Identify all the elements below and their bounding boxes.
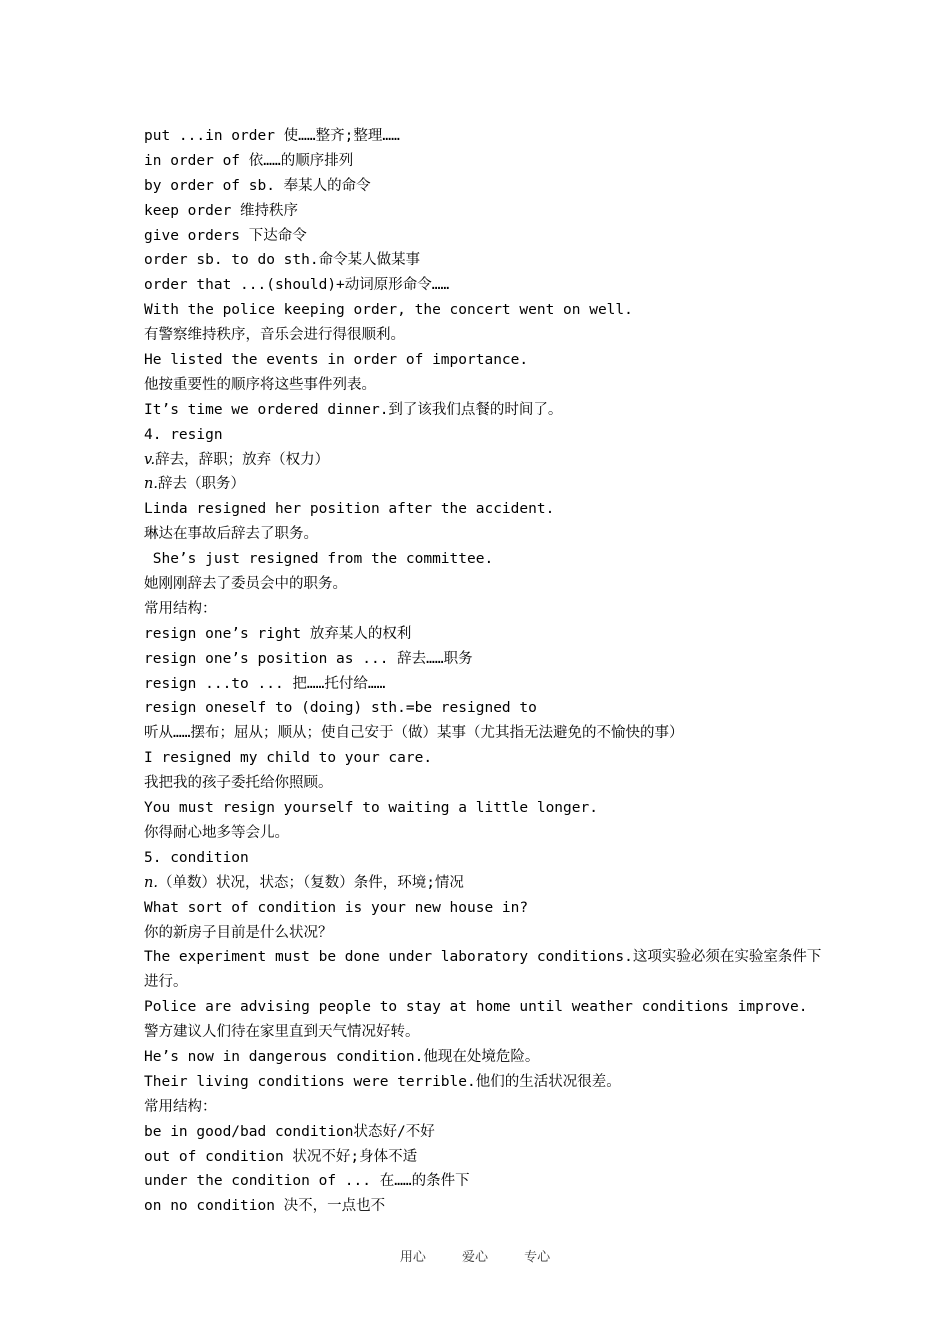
text-line: by order of sb. 奉某人的命令 bbox=[144, 177, 371, 194]
section-heading: 4. resign bbox=[144, 426, 223, 443]
page-footer bbox=[0, 1246, 950, 1265]
text-line: resign ...to ... 把……托付给…… bbox=[144, 675, 386, 692]
text-line: 他按重要性的顺序将这些事件列表。 bbox=[144, 376, 376, 393]
text-line: resign oneself to (doing) sth.=be resigned to bbox=[144, 700, 537, 717]
text-line: She’s just resigned from the committee. bbox=[144, 551, 494, 568]
text-line: order sb. to do sth.命令某人做某事 bbox=[144, 252, 421, 269]
text-line: He listed the events in order of importance. bbox=[144, 352, 529, 369]
footer-word: 专心 bbox=[524, 1250, 551, 1265]
text-line: give orders 下达命令 bbox=[144, 227, 307, 244]
text-line: 常用结构： bbox=[144, 600, 217, 617]
text-line: I resigned my child to your care. bbox=[144, 750, 433, 767]
text-line: keep order 维持秩序 bbox=[144, 202, 299, 219]
text-line: What sort of condition is your new house in? bbox=[144, 899, 529, 916]
text-line: order that ...(should)+动词原形命令…… bbox=[144, 277, 450, 294]
text-line: in order of 依……的顺序排列 bbox=[144, 152, 354, 169]
text-line: Police are advising people to stay at home until weather conditions improve. bbox=[144, 999, 808, 1016]
part-of-speech: n. bbox=[144, 874, 158, 891]
text-line: It’s time we ordered dinner.到了该我们点餐的时间了。 bbox=[144, 401, 563, 418]
footer-word: 用心 bbox=[399, 1250, 426, 1265]
definition-text: 辞去（职务） bbox=[157, 476, 245, 493]
text-line: 有警察维持秩序，音乐会进行得很顺利。 bbox=[144, 327, 405, 344]
definition-line bbox=[144, 448, 824, 473]
text-line: With the police keeping order, the concert went on well. bbox=[144, 302, 633, 319]
text-line: 听从……摆布；屈从；顺从；使自己安于（做）某事（尤其指无法避免的不愉快的事） bbox=[144, 725, 684, 742]
text-line: 你的新房子目前是什么状况？ bbox=[144, 924, 333, 941]
text-line: The experiment must be done under laboratory conditions.这项实验必须在实验室条件下进行。 bbox=[144, 949, 822, 991]
text-line: 琳达在事故后辞去了职务。 bbox=[144, 526, 318, 543]
text-line: 常用结构： bbox=[144, 1098, 217, 1115]
text-line: resign one’s position as ... 辞去……职务 bbox=[144, 650, 473, 667]
text-line: 警方建议人们待在家里直到天气情况好转。 bbox=[144, 1024, 420, 1041]
definition-line bbox=[144, 871, 824, 896]
definition-line bbox=[144, 472, 824, 497]
definition-text: 辞去，辞职；放弃（权力） bbox=[155, 451, 330, 468]
text-line: 她刚刚辞去了委员会中的职务。 bbox=[144, 576, 347, 593]
text-line: He’s now in dangerous condition.他现在处境危险。 bbox=[144, 1048, 540, 1065]
definition-text: （单数）状况，状态；（复数）条件，环境;情况 bbox=[157, 874, 464, 891]
text-line: 你得耐心地多等会儿。 bbox=[144, 824, 289, 841]
document-body bbox=[144, 124, 824, 1219]
text-line: under the condition of ... 在……的条件下 bbox=[144, 1173, 470, 1190]
text-line: put ...in order 使……整齐;整理…… bbox=[144, 128, 400, 144]
text-line: Their living conditions were terrible.他们的生活状况很差。 bbox=[144, 1073, 621, 1090]
text-line: be in good/bad condition状态好/不好 bbox=[144, 1123, 435, 1140]
text-line: Linda resigned her position after the accident. bbox=[144, 501, 555, 518]
part-of-speech: v. bbox=[144, 451, 156, 468]
text-line: out of condition 状况不好;身体不适 bbox=[144, 1148, 418, 1165]
text-line: You must resign yourself to waiting a little longer. bbox=[144, 800, 598, 817]
section-heading: 5. condition bbox=[144, 849, 249, 866]
text-line: resign one’s right 放弃某人的权利 bbox=[144, 625, 412, 642]
part-of-speech: n. bbox=[144, 476, 158, 493]
text-line: 我把我的孩子委托给你照顾。 bbox=[144, 775, 333, 792]
footer-word: 爱心 bbox=[461, 1250, 488, 1265]
text-line: on no condition 决不，一点也不 bbox=[144, 1198, 386, 1215]
